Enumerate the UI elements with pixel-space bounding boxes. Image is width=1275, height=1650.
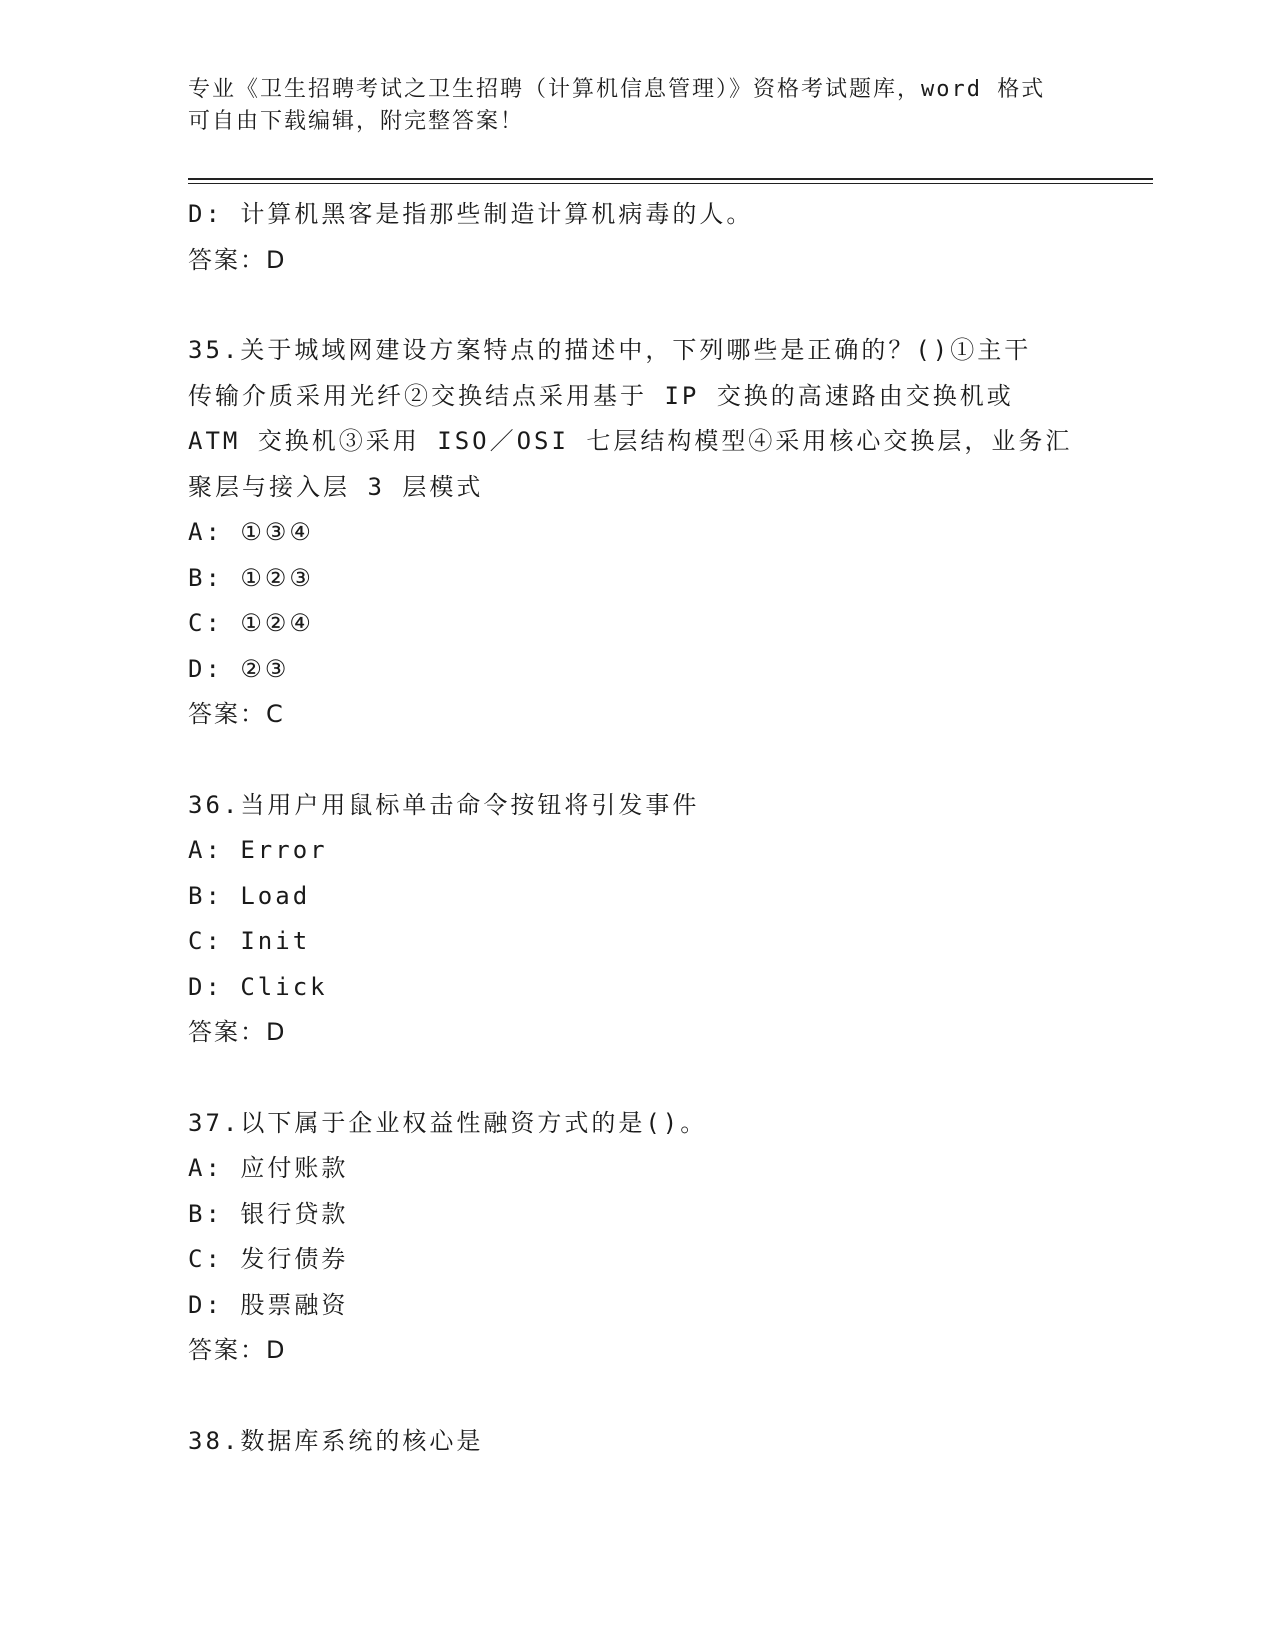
- spacer: [188, 1374, 1108, 1419]
- question-38: [188, 1419, 1108, 1465]
- question-37: [188, 1101, 1108, 1374]
- option-d: D: 股票融资: [188, 1290, 349, 1319]
- option-d: D: ②③: [188, 654, 290, 683]
- question-text: 37.以下属于企业权益性融资方式的是()。: [188, 1108, 708, 1137]
- document-header: [188, 74, 1088, 138]
- option-d: D: 计算机黑客是指那些制造计算机病毒的人。: [188, 200, 754, 228]
- spacer: [188, 738, 1108, 783]
- question-text-line: 35.关于城域网建设方案特点的描述中，下列哪些是正确的？()①主干: [188, 336, 1032, 364]
- option-b: B: 银行贷款: [188, 1199, 349, 1228]
- spacer: [188, 283, 1108, 328]
- question-34-tail: [188, 192, 1108, 283]
- answer: 答案：C: [188, 700, 285, 728]
- option-c: C: 发行债券: [188, 1245, 349, 1273]
- spacer: [188, 1056, 1108, 1101]
- document-body: [188, 192, 1108, 1464]
- question-text: 38.数据库系统的核心是: [188, 1426, 484, 1455]
- header-line-1: 专业《卫生招聘考试之卫生招聘（计算机信息管理）》资格考试题库，word 格式: [188, 77, 1046, 102]
- question-text-line: 传输介质采用光纤②交换结点采用基于 IP 交换的高速路由交换机或: [188, 381, 1014, 410]
- answer: 答案：D: [188, 1018, 287, 1046]
- question-35: [188, 328, 1108, 738]
- question-text-line: 聚层与接入层 3 层模式: [188, 472, 484, 501]
- answer: 答案：D: [188, 1336, 287, 1364]
- answer: 答案：D: [188, 245, 287, 274]
- option-a: A: Error: [188, 836, 328, 864]
- header-divider-thin: [188, 183, 1153, 184]
- header-divider-thick: [188, 178, 1153, 180]
- question-text-line: ATM 交换机③采用 ISO／OSI 七层结构模型④采用核心交换层，业务汇: [188, 427, 1073, 455]
- question-36: [188, 783, 1108, 1056]
- option-a: A: ①③④: [188, 518, 314, 546]
- option-a: A: 应付账款: [188, 1154, 349, 1182]
- question-text: 36.当用户用鼠标单击命令按钮将引发事件: [188, 790, 700, 819]
- option-b: B: Load: [188, 881, 311, 910]
- option-d: D: Click: [188, 972, 328, 1001]
- option-b: B: ①②③: [188, 563, 314, 592]
- option-c: C: ①②④: [188, 609, 314, 637]
- option-c: C: Init: [188, 927, 311, 955]
- header-line-2: 可自由下载编辑，附完整答案！: [188, 109, 525, 134]
